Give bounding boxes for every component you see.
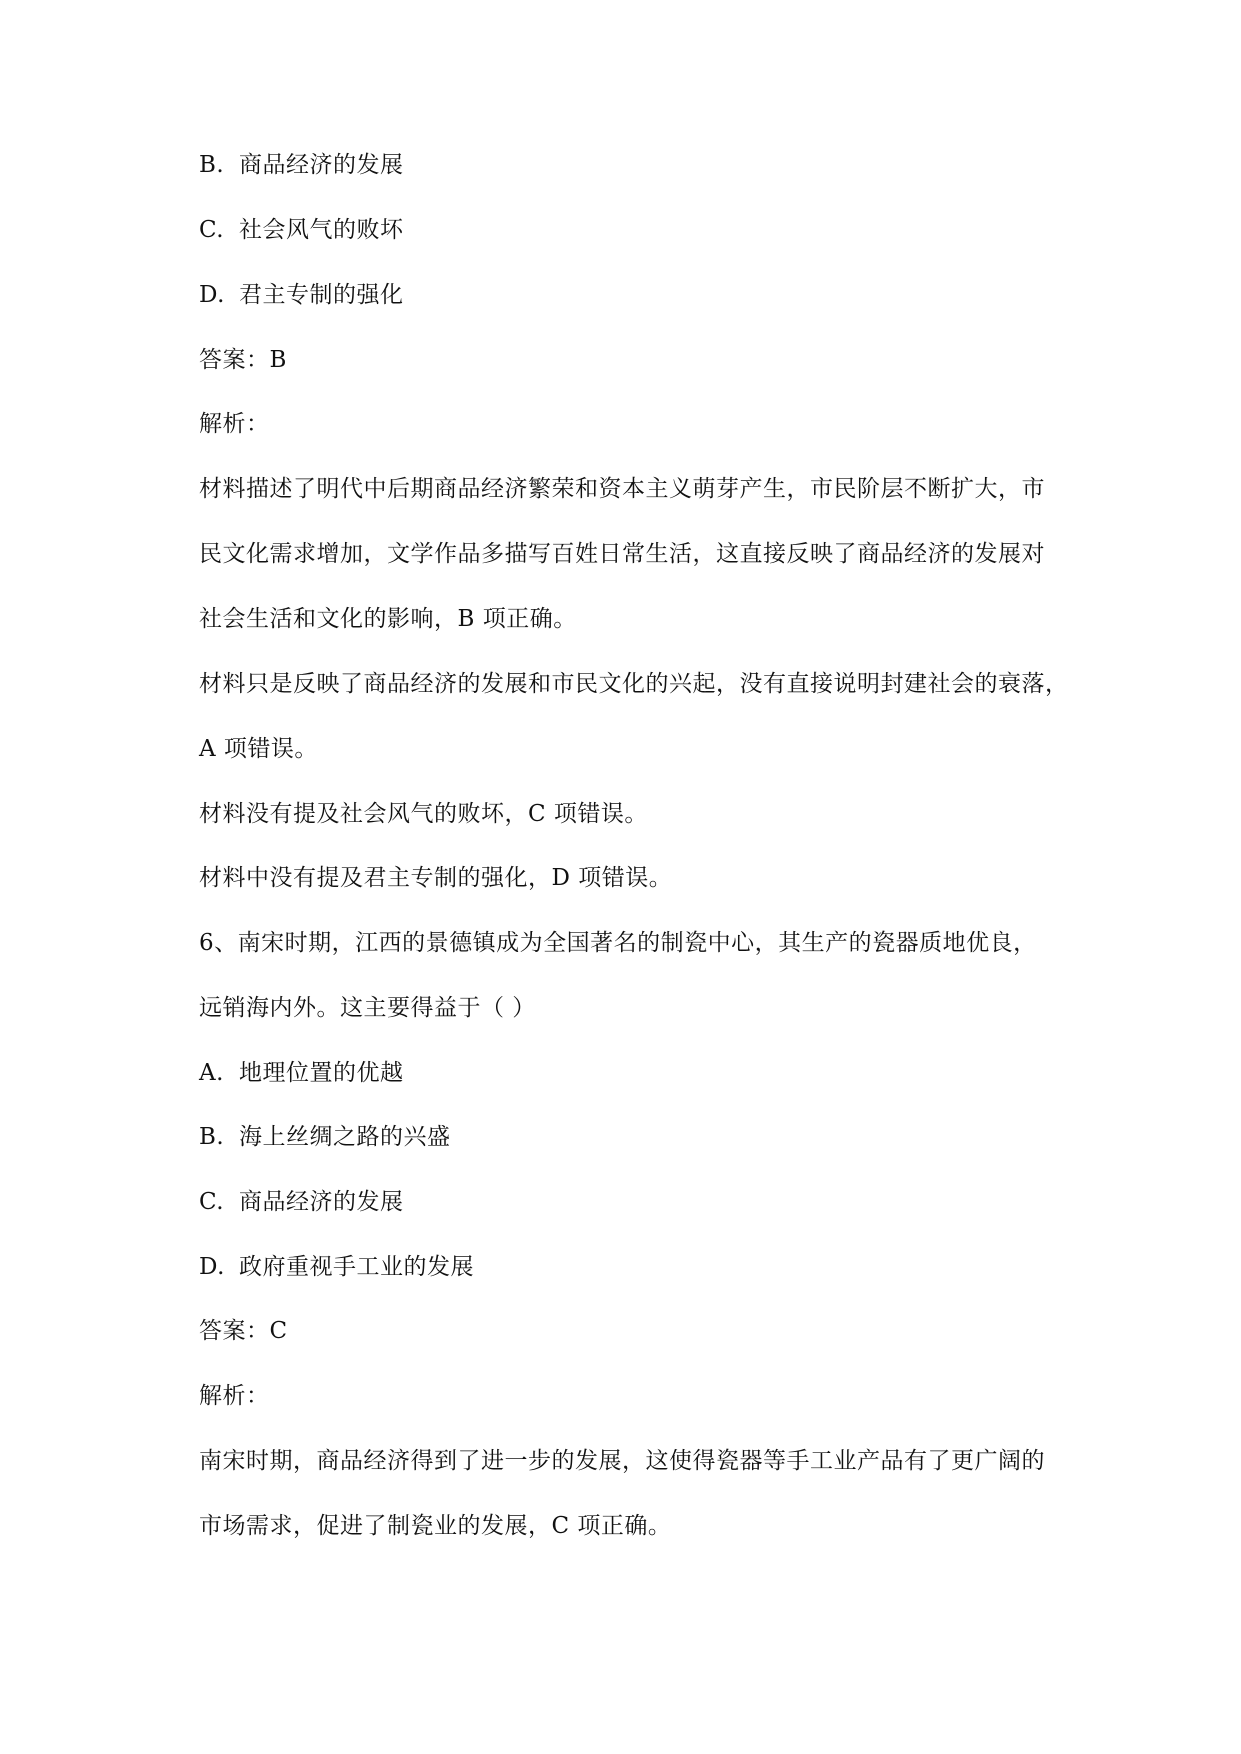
analysis-paragraph-line: 社会生活和文化的影响，B 项正确。 — [199, 606, 577, 632]
option-text: 地理位置的优越 — [239, 1060, 404, 1086]
analysis-paragraph-line: 材料只是反映了商品经济的发展和市民文化的兴起，没有直接说明封建社会的衰落， — [199, 671, 1069, 697]
option-d — [199, 279, 404, 311]
option-c — [199, 1186, 404, 1218]
option-d — [199, 1251, 474, 1283]
option-c — [199, 214, 404, 246]
analysis-paragraph-line: 市场需求，促进了制瓷业的发展，C 项正确。 — [199, 1513, 672, 1539]
analysis-heading: 解析： — [199, 411, 270, 437]
option-b — [199, 1121, 451, 1153]
option-b — [199, 149, 404, 181]
answer-line: 答案：C — [199, 1318, 288, 1344]
option-text: 君主专制的强化 — [239, 282, 404, 308]
option-letter: C. — [199, 217, 225, 243]
option-a — [199, 1057, 404, 1089]
option-text: 商品经济的发展 — [239, 1189, 404, 1215]
option-text: 商品经济的发展 — [239, 152, 404, 178]
analysis-paragraph-line: A 项错误。 — [199, 736, 318, 762]
answer-line: 答案：B — [199, 347, 287, 373]
analysis-paragraph-line: 南宋时期，商品经济得到了进一步的发展，这使得瓷器等手工业产品有了更广阔的 — [199, 1448, 1045, 1474]
analysis-paragraph-line: 材料中没有提及君主专制的强化，D 项错误。 — [199, 865, 673, 891]
analysis-heading: 解析： — [199, 1383, 270, 1409]
option-letter: B. — [199, 1124, 225, 1150]
analysis-paragraph-line: 民文化需求增加，文学作品多描写百姓日常生活，这直接反映了商品经济的发展对 — [199, 541, 1045, 567]
option-text: 政府重视手工业的发展 — [239, 1254, 474, 1280]
analysis-paragraph-line: 材料描述了明代中后期商品经济繁荣和资本主义萌芽产生，市民阶层不断扩大，市 — [199, 476, 1045, 502]
question-stem: 6、南宋时期，江西的景德镇成为全国著名的制瓷中心，其生产的瓷器质地优良， — [199, 930, 1037, 956]
option-text: 社会风气的败坏 — [239, 217, 404, 243]
option-letter: D. — [199, 1254, 225, 1280]
option-text: 海上丝绸之路的兴盛 — [239, 1124, 451, 1150]
option-letter: A. — [199, 1060, 224, 1086]
option-letter: B. — [199, 152, 225, 178]
analysis-paragraph-line: 材料没有提及社会风气的败坏，C 项错误。 — [199, 801, 648, 827]
option-letter: D. — [199, 282, 225, 308]
question-stem: 远销海内外。这主要得益于（ ） — [199, 995, 536, 1021]
option-letter: C. — [199, 1189, 225, 1215]
